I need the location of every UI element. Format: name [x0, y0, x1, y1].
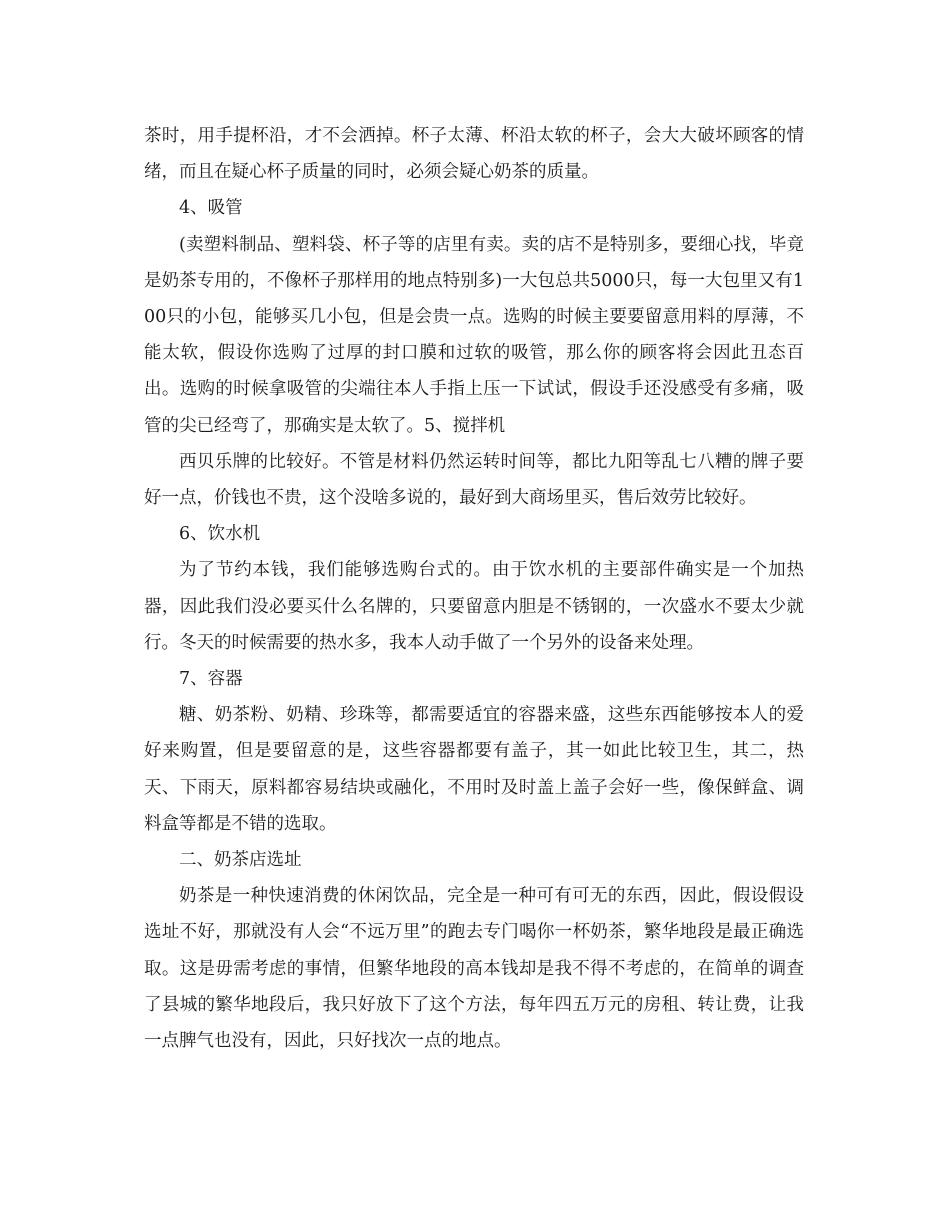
heading-containers: 7、容器 [179, 669, 243, 690]
paragraph-containers: 糖、奶茶粉、奶精、珍珠等，都需要适宜的容器来盛，这些东西能够按本人的爱好来购置，但是要留意的是，这些容器都要有盖子，其一如此比较卫生，其二，热天、下雨天，原料都容易结块或融化，不用时及时盖上盖子会好一些，像保鲜盒、调料盒等都是不错的选取。 [144, 705, 804, 834]
paragraph-cups-continued: 茶时，用手提杯沿，才不会洒掉。杯子太薄、杯沿太软的杯子，会大大破坏顾客的情绪，而且在疑心杯子质量的同时，必须会疑心奶茶的质量。 [144, 126, 804, 183]
heading-shop-location: 二、奶茶店选址 [179, 850, 302, 871]
document-body [144, 118, 804, 1059]
paragraph-water-dispenser: 为了节约本钱，我们能够选购台式的。由于饮水机的主要部件确实是一个加热器，因此我们没必要买什么名牌的，只要留意内胆是不锈钢的，一次盛水不要太少就行。冬天的时候需要的热水多，我本人动手做了一个另外的设备来处理。 [144, 560, 804, 653]
heading-straws: 4、吸管 [179, 198, 243, 219]
paragraph-blender: 西贝乐牌的比较好。不管是材料仍然运转时间等，都比九阳等乱七八糟的牌子要好一点，价钱也不贵，这个没啥多说的，最好到大商场里买，售后效劳比较好。 [144, 451, 804, 509]
heading-water-dispenser: 6、饮水机 [179, 524, 261, 545]
paragraph-straws: (卖塑料制品、塑料袋、杯子等的店里有卖。卖的店不是特别多，要细心找，毕竟是奶茶专用的，不像杯子那样用的地点特别多)一大包总共5000只，每一大包里又有100只的小包，能够买几小包，但是会贵一点。选购的时候主要要留意用料的厚薄，不能太软，假设你选购了过厚的封口膜和过软的吸管，那么你的顾客将会因此丑态百出。选购的时候拿吸管的尖端往本人手指上压一下试试，假设手还没感受有多痛，吸管的尖已经弯了，那确实是太软了。5、搅拌机 [144, 234, 804, 436]
paragraph-shop-location: 奶茶是一种快速消费的休闲饮品，完全是一种可有可无的东西，因此，假设假设选址不好，那就没有人会“不远万里”的跑去专门喝你一杯奶茶，繁华地段是最正确选取。这是毋需考虑的事情，但繁华地段的高本钱却是我不得不考虑的，在简单的调查了县城的繁华地段后，我只好放下了这个方法，每年四五万元的房租、转让费，让我一点脾气也没有，因此，只好找次一点的地点。 [144, 886, 804, 1052]
